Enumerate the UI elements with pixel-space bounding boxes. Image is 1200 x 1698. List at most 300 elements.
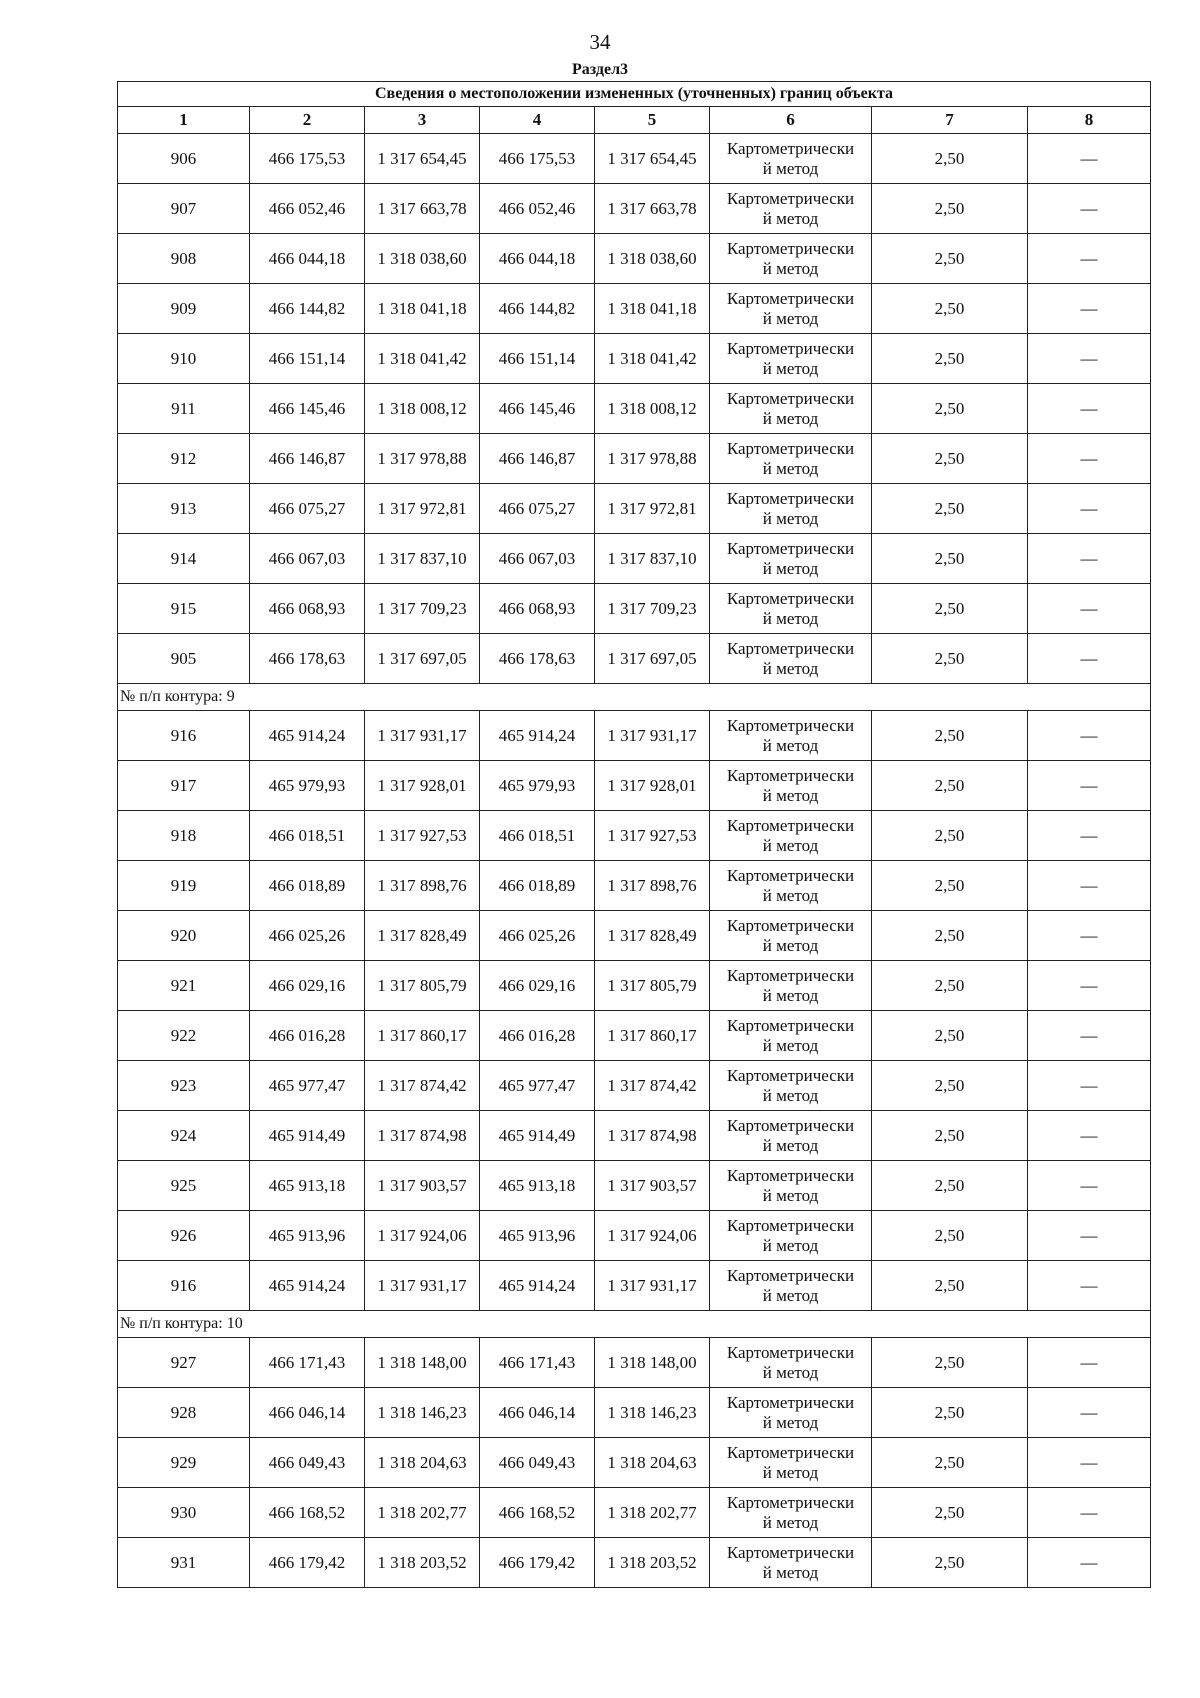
x-coordinate-new: 465 913,96 [480,1211,595,1261]
x-coordinate-new: 466 168,52 [480,1488,595,1538]
table-row [118,484,1151,534]
description-dash: — [1028,1161,1151,1211]
point-number: 929 [118,1438,250,1488]
method-line-2: й метод [762,208,819,228]
method-cell [710,634,872,684]
x-coordinate-new: 466 052,46 [480,184,595,234]
table-row [118,911,1151,961]
x-coordinate-new: 466 025,26 [480,911,595,961]
method-line-1: Картометрически [726,965,855,985]
x-coordinate: 466 049,43 [250,1438,365,1488]
accuracy-value: 2,50 [872,861,1028,911]
method-line-2: й метод [762,1462,819,1482]
method-line-2: й метод [762,408,819,428]
accuracy-value: 2,50 [872,961,1028,1011]
y-coordinate-new: 1 318 203,52 [595,1538,710,1588]
accuracy-value: 2,50 [872,134,1028,184]
point-number: 908 [118,234,250,284]
accuracy-value: 2,50 [872,1261,1028,1311]
accuracy-value: 2,50 [872,384,1028,434]
y-coordinate: 1 317 874,42 [365,1061,480,1111]
column-header: 6 [710,107,872,134]
accuracy-value: 2,50 [872,584,1028,634]
page-number: 34 [589,30,611,54]
description-dash: — [1028,911,1151,961]
x-coordinate: 466 145,46 [250,384,365,434]
column-header: 5 [595,107,710,134]
method-cell [710,1338,872,1388]
y-coordinate: 1 317 709,23 [365,584,480,634]
accuracy-value: 2,50 [872,434,1028,484]
table-row [118,434,1151,484]
method-cell [710,1061,872,1111]
column-header: 7 [872,107,1028,134]
description-dash: — [1028,184,1151,234]
table-row [118,334,1151,384]
table-row [118,584,1151,634]
method-line-2: й метод [762,308,819,328]
x-coordinate: 466 025,26 [250,911,365,961]
description-dash: — [1028,1388,1151,1438]
method-line-2: й метод [762,508,819,528]
y-coordinate: 1 318 202,77 [365,1488,480,1538]
y-coordinate: 1 317 927,53 [365,811,480,861]
y-coordinate-new: 1 317 931,17 [595,711,710,761]
x-coordinate-new: 466 151,14 [480,334,595,384]
point-number: 931 [118,1538,250,1588]
method-cell [710,384,872,434]
method-cell [710,284,872,334]
y-coordinate: 1 318 146,23 [365,1388,480,1438]
y-coordinate: 1 317 931,17 [365,1261,480,1311]
contour-label: № п/п контура: 9 [118,684,1151,711]
method-line-2: й метод [762,1235,819,1255]
method-cell [710,711,872,761]
method-line-2: й метод [762,935,819,955]
x-coordinate-new: 466 018,89 [480,861,595,911]
accuracy-value: 2,50 [872,1438,1028,1488]
method-line-1: Картометрически [726,1392,855,1412]
table-row [118,134,1151,184]
x-coordinate: 465 914,24 [250,1261,365,1311]
x-coordinate: 466 029,16 [250,961,365,1011]
method-line-2: й метод [762,608,819,628]
contour-label: № п/п контура: 10 [118,1311,1151,1338]
column-header: 1 [118,107,250,134]
method-cell [710,234,872,284]
accuracy-value: 2,50 [872,534,1028,584]
description-dash: — [1028,1338,1151,1388]
point-number: 905 [118,634,250,684]
table-row [118,284,1151,334]
table-title: Сведения о местоположении измененных (уточненных) границ объекта [118,82,1151,107]
accuracy-value: 2,50 [872,634,1028,684]
contour-row [118,684,1151,711]
x-coordinate: 465 914,49 [250,1111,365,1161]
y-coordinate: 1 317 972,81 [365,484,480,534]
y-coordinate-new: 1 317 697,05 [595,634,710,684]
x-coordinate: 465 913,96 [250,1211,365,1261]
method-cell [710,1011,872,1061]
description-dash: — [1028,584,1151,634]
accuracy-value: 2,50 [872,761,1028,811]
method-line-1: Картометрически [726,1265,855,1285]
method-line-2: й метод [762,985,819,1005]
x-coordinate-new: 465 913,18 [480,1161,595,1211]
column-header: 4 [480,107,595,134]
method-line-1: Картометрически [726,388,855,408]
method-line-2: й метод [762,1412,819,1432]
y-coordinate-new: 1 317 805,79 [595,961,710,1011]
y-coordinate: 1 317 924,06 [365,1211,480,1261]
table-row [118,861,1151,911]
point-number: 921 [118,961,250,1011]
accuracy-value: 2,50 [872,911,1028,961]
y-coordinate-new: 1 317 924,06 [595,1211,710,1261]
column-header: 8 [1028,107,1151,134]
description-dash: — [1028,1488,1151,1538]
y-coordinate-new: 1 317 931,17 [595,1261,710,1311]
point-number: 918 [118,811,250,861]
y-coordinate-new: 1 317 837,10 [595,534,710,584]
y-coordinate-new: 1 318 148,00 [595,1338,710,1388]
method-line-1: Картометрически [726,1492,855,1512]
accuracy-value: 2,50 [872,334,1028,384]
method-cell [710,1161,872,1211]
method-line-2: й метод [762,1512,819,1532]
method-line-2: й метод [762,258,819,278]
method-line-2: й метод [762,558,819,578]
x-coordinate: 466 151,14 [250,334,365,384]
table-row [118,634,1151,684]
x-coordinate: 465 913,18 [250,1161,365,1211]
y-coordinate-new: 1 317 709,23 [595,584,710,634]
method-line-1: Картометрически [726,588,855,608]
x-coordinate: 466 068,93 [250,584,365,634]
point-number: 915 [118,584,250,634]
method-line-1: Картометрически [726,1442,855,1462]
table-row [118,234,1151,284]
point-number: 913 [118,484,250,534]
method-line-1: Картометрически [726,138,855,158]
method-line-1: Картометрически [726,238,855,258]
description-dash: — [1028,334,1151,384]
x-coordinate: 466 171,43 [250,1338,365,1388]
point-number: 924 [118,1111,250,1161]
y-coordinate: 1 318 148,00 [365,1338,480,1388]
method-line-2: й метод [762,885,819,905]
point-number: 916 [118,1261,250,1311]
x-coordinate-new: 466 178,63 [480,634,595,684]
y-coordinate: 1 317 931,17 [365,711,480,761]
y-coordinate: 1 317 928,01 [365,761,480,811]
y-coordinate-new: 1 317 860,17 [595,1011,710,1061]
x-coordinate: 466 044,18 [250,234,365,284]
y-coordinate: 1 318 203,52 [365,1538,480,1588]
method-cell [710,911,872,961]
method-line-1: Картометрически [726,338,855,358]
method-line-2: й метод [762,1185,819,1205]
y-coordinate: 1 317 903,57 [365,1161,480,1211]
method-line-2: й метод [762,785,819,805]
accuracy-value: 2,50 [872,1538,1028,1588]
method-line-1: Картометрически [726,815,855,835]
table-row [118,1061,1151,1111]
y-coordinate: 1 318 041,42 [365,334,480,384]
accuracy-value: 2,50 [872,1011,1028,1061]
point-number: 925 [118,1161,250,1211]
y-coordinate: 1 317 663,78 [365,184,480,234]
x-coordinate-new: 466 171,43 [480,1338,595,1388]
y-coordinate: 1 318 041,18 [365,284,480,334]
y-coordinate-new: 1 317 828,49 [595,911,710,961]
method-line-2: й метод [762,1562,819,1582]
table-row [118,1488,1151,1538]
table-row [118,1388,1151,1438]
method-line-1: Картометрически [726,865,855,885]
method-line-1: Картометрически [726,1115,855,1135]
x-coordinate-new: 465 914,24 [480,711,595,761]
accuracy-value: 2,50 [872,1338,1028,1388]
description-dash: — [1028,484,1151,534]
x-coordinate-new: 466 145,46 [480,384,595,434]
x-coordinate-new: 466 068,93 [480,584,595,634]
method-line-1: Картометрически [726,438,855,458]
description-dash: — [1028,761,1151,811]
y-coordinate-new: 1 317 874,98 [595,1111,710,1161]
accuracy-value: 2,50 [872,234,1028,284]
x-coordinate-new: 466 049,43 [480,1438,595,1488]
x-coordinate-new: 465 914,49 [480,1111,595,1161]
table-row [118,1261,1151,1311]
y-coordinate: 1 317 860,17 [365,1011,480,1061]
method-line-2: й метод [762,1362,819,1382]
description-dash: — [1028,811,1151,861]
column-header: 3 [365,107,480,134]
method-cell [710,1538,872,1588]
x-coordinate-new: 466 044,18 [480,234,595,284]
accuracy-value: 2,50 [872,711,1028,761]
table-row [118,761,1151,811]
x-coordinate: 466 179,42 [250,1538,365,1588]
y-coordinate: 1 318 008,12 [365,384,480,434]
description-dash: — [1028,1261,1151,1311]
x-coordinate-new: 466 046,14 [480,1388,595,1438]
accuracy-value: 2,50 [872,1488,1028,1538]
description-dash: — [1028,534,1151,584]
description-dash: — [1028,1061,1151,1111]
y-coordinate-new: 1 317 874,42 [595,1061,710,1111]
contour-row [118,1311,1151,1338]
description-dash: — [1028,234,1151,284]
y-coordinate-new: 1 317 927,53 [595,811,710,861]
y-coordinate-new: 1 318 008,12 [595,384,710,434]
x-coordinate: 466 018,89 [250,861,365,911]
method-line-1: Картометрически [726,715,855,735]
x-coordinate: 466 168,52 [250,1488,365,1538]
x-coordinate-new: 465 979,93 [480,761,595,811]
method-line-2: й метод [762,358,819,378]
table-row [118,961,1151,1011]
point-number: 922 [118,1011,250,1061]
x-coordinate-new: 466 175,53 [480,134,595,184]
description-dash: — [1028,1211,1151,1261]
table-row [118,1011,1151,1061]
description-dash: — [1028,961,1151,1011]
method-line-1: Картометрически [726,188,855,208]
x-coordinate-new: 466 075,27 [480,484,595,534]
point-number: 930 [118,1488,250,1538]
method-line-2: й метод [762,735,819,755]
y-coordinate-new: 1 318 041,18 [595,284,710,334]
accuracy-value: 2,50 [872,1111,1028,1161]
y-coordinate-new: 1 318 038,60 [595,234,710,284]
method-cell [710,761,872,811]
table-row [118,1538,1151,1588]
point-number: 911 [118,384,250,434]
table-body [118,134,1151,1588]
y-coordinate: 1 318 038,60 [365,234,480,284]
section-label: Раздел3 [571,61,629,78]
x-coordinate: 466 046,14 [250,1388,365,1438]
method-line-2: й метод [762,835,819,855]
method-cell [710,184,872,234]
method-line-1: Картометрически [726,1165,855,1185]
description-dash: — [1028,861,1151,911]
accuracy-value: 2,50 [872,811,1028,861]
method-line-1: Картометрически [726,488,855,508]
description-dash: — [1028,384,1151,434]
point-number: 917 [118,761,250,811]
x-coordinate-new: 466 179,42 [480,1538,595,1588]
method-line-1: Картометрически [726,1065,855,1085]
method-cell [710,1261,872,1311]
method-cell [710,584,872,634]
y-coordinate-new: 1 318 202,77 [595,1488,710,1538]
description-dash: — [1028,634,1151,684]
y-coordinate-new: 1 318 146,23 [595,1388,710,1438]
x-coordinate: 466 016,28 [250,1011,365,1061]
method-line-1: Картометрически [726,1015,855,1035]
table-row [118,534,1151,584]
y-coordinate-new: 1 317 898,76 [595,861,710,911]
x-coordinate: 466 067,03 [250,534,365,584]
method-line-2: й метод [762,1085,819,1105]
x-coordinate: 466 075,27 [250,484,365,534]
method-cell [710,334,872,384]
method-cell [710,134,872,184]
point-number: 919 [118,861,250,911]
table-title-row [118,82,1151,107]
x-coordinate-new: 465 914,24 [480,1261,595,1311]
x-coordinate: 465 979,93 [250,761,365,811]
method-line-2: й метод [762,658,819,678]
x-coordinate: 466 018,51 [250,811,365,861]
method-line-1: Картометрически [726,288,855,308]
method-cell [710,961,872,1011]
y-coordinate: 1 317 874,98 [365,1111,480,1161]
x-coordinate: 466 175,53 [250,134,365,184]
x-coordinate: 465 914,24 [250,711,365,761]
table-row [118,184,1151,234]
y-coordinate: 1 317 898,76 [365,861,480,911]
table-row [118,1438,1151,1488]
y-coordinate-new: 1 317 663,78 [595,184,710,234]
method-line-2: й метод [762,458,819,478]
method-cell [710,861,872,911]
x-coordinate: 466 178,63 [250,634,365,684]
accuracy-value: 2,50 [872,1061,1028,1111]
point-number: 916 [118,711,250,761]
point-number: 906 [118,134,250,184]
x-coordinate-new: 466 067,03 [480,534,595,584]
method-line-1: Картометрически [726,1342,855,1362]
method-line-1: Картометрически [726,915,855,935]
point-number: 910 [118,334,250,384]
description-dash: — [1028,1011,1151,1061]
accuracy-value: 2,50 [872,1211,1028,1261]
table-row [118,1338,1151,1388]
method-line-1: Картометрически [726,765,855,785]
method-line-1: Картометрически [726,638,855,658]
accuracy-value: 2,50 [872,1161,1028,1211]
description-dash: — [1028,434,1151,484]
table-row [118,1111,1151,1161]
x-coordinate-new: 466 146,87 [480,434,595,484]
description-dash: — [1028,711,1151,761]
x-coordinate: 465 977,47 [250,1061,365,1111]
x-coordinate-new: 466 029,16 [480,961,595,1011]
table-row [118,1161,1151,1211]
point-number: 926 [118,1211,250,1261]
point-number: 912 [118,434,250,484]
y-coordinate: 1 317 828,49 [365,911,480,961]
y-coordinate: 1 317 654,45 [365,134,480,184]
description-dash: — [1028,284,1151,334]
point-number: 927 [118,1338,250,1388]
y-coordinate: 1 317 837,10 [365,534,480,584]
point-number: 909 [118,284,250,334]
method-cell [710,1488,872,1538]
table-row [118,711,1151,761]
method-line-2: й метод [762,1135,819,1155]
method-cell [710,484,872,534]
y-coordinate: 1 317 805,79 [365,961,480,1011]
x-coordinate: 466 052,46 [250,184,365,234]
x-coordinate: 466 144,82 [250,284,365,334]
y-coordinate: 1 318 204,63 [365,1438,480,1488]
x-coordinate-new: 466 016,28 [480,1011,595,1061]
method-line-2: й метод [762,1285,819,1305]
column-header: 2 [250,107,365,134]
point-number: 914 [118,534,250,584]
y-coordinate-new: 1 317 978,88 [595,434,710,484]
method-cell [710,434,872,484]
x-coordinate: 466 146,87 [250,434,365,484]
y-coordinate-new: 1 318 041,42 [595,334,710,384]
method-cell [710,1388,872,1438]
description-dash: — [1028,1111,1151,1161]
y-coordinate-new: 1 317 903,57 [595,1161,710,1211]
accuracy-value: 2,50 [872,284,1028,334]
accuracy-value: 2,50 [872,184,1028,234]
description-dash: — [1028,1438,1151,1488]
point-number: 923 [118,1061,250,1111]
y-coordinate-new: 1 317 654,45 [595,134,710,184]
point-number: 920 [118,911,250,961]
method-cell [710,1111,872,1161]
y-coordinate-new: 1 317 928,01 [595,761,710,811]
